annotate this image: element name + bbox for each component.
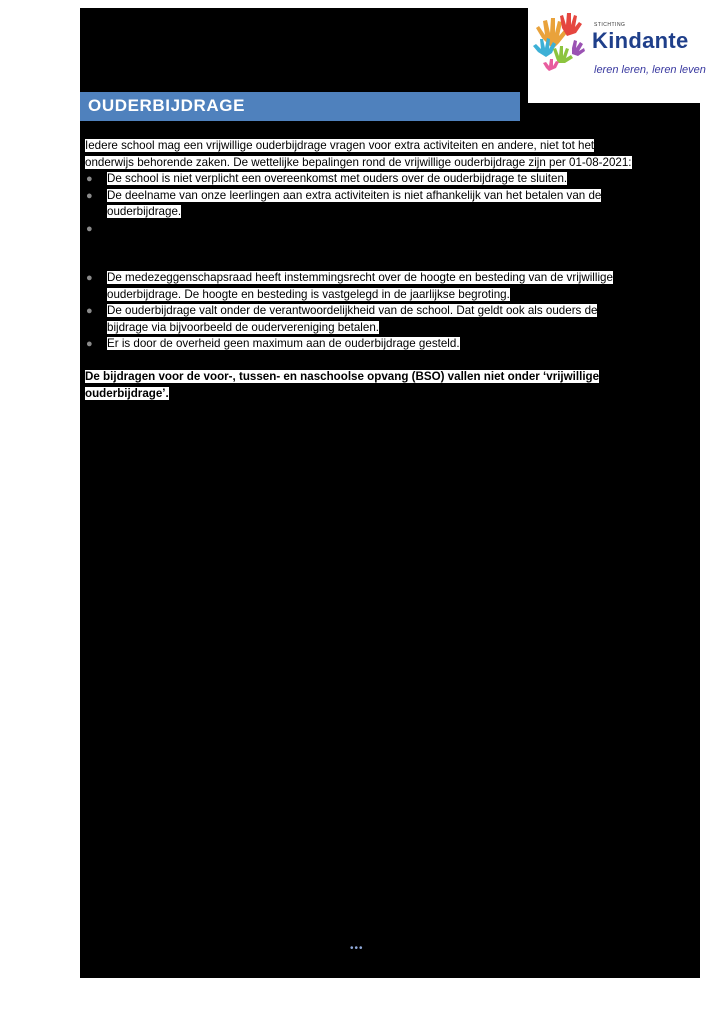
spacer <box>85 254 635 271</box>
logo-small-label: STICHTING <box>594 22 626 28</box>
bullet-icon: ● <box>86 272 93 284</box>
list-item-text: De medezeggenschapsraad heeft instemmingsrecht over de hoogte en besteding van de vrijwillige ouderbijdrage. De hoogte en besteding is vastgelegd in de jaarlijkse begroting. <box>107 271 613 301</box>
bullet-icon: ● <box>86 305 93 317</box>
bullet-icon: ● <box>86 173 93 185</box>
document-content <box>85 138 635 402</box>
logo-name: Kindante <box>592 28 689 53</box>
list-item <box>85 188 635 221</box>
section-heading-bar <box>80 92 520 121</box>
kindante-logo <box>528 0 724 103</box>
page-marker-dots: ••• <box>350 943 364 954</box>
list-item <box>85 303 635 336</box>
logo-tagline: leren leren, leren leven <box>594 64 706 76</box>
spacer <box>85 237 635 254</box>
list-item <box>85 270 635 303</box>
bullet-icon: ● <box>86 222 93 235</box>
section-heading: OUDERBIJDRAGE <box>88 96 246 115</box>
list-item <box>85 336 635 353</box>
bullet-list-2 <box>85 270 635 353</box>
list-item-empty <box>85 221 635 238</box>
bso-note-text: De bijdragen voor de voor-, tussen- en naschoolse opvang (BSO) vallen niet onder ‘vrijwillige ouderbijdrage’. <box>85 370 600 400</box>
bullet-list-1 <box>85 171 635 237</box>
bso-note <box>85 369 635 402</box>
intro-paragraph <box>85 138 635 171</box>
list-item-text: Er is door de overheid geen maximum aan de ouderbijdrage gesteld. <box>107 337 460 350</box>
bullet-icon: ● <box>86 189 93 202</box>
list-item-text: De deelname van onze leerlingen aan extra activiteiten is niet afhankelijk van het betalen van de ouderbijdrage. <box>107 188 602 218</box>
list-item <box>85 171 635 188</box>
spacer <box>85 353 635 370</box>
bullet-icon: ● <box>86 338 93 350</box>
intro-text: Iedere school mag een vrijwillige ouderbijdrage vragen voor extra activiteiten en andere, niet tot het onderwijs behorende zaken. De wettelijke bepalingen rond de vrijwillige ouderbijdrage zijn per 01-08-2021: <box>85 139 632 169</box>
list-item-text: De ouderbijdrage valt onder de verantwoordelijkheid van de school. Dat geldt ook als ouders de bijdrage via bijvoorbeeld de oudervereniging betalen. <box>107 304 598 334</box>
colorful-hands-logo-icon <box>532 8 588 76</box>
list-item-text: De school is niet verplicht een overeenkomst met ouders over de ouderbijdrage te sluiten. <box>107 172 568 185</box>
